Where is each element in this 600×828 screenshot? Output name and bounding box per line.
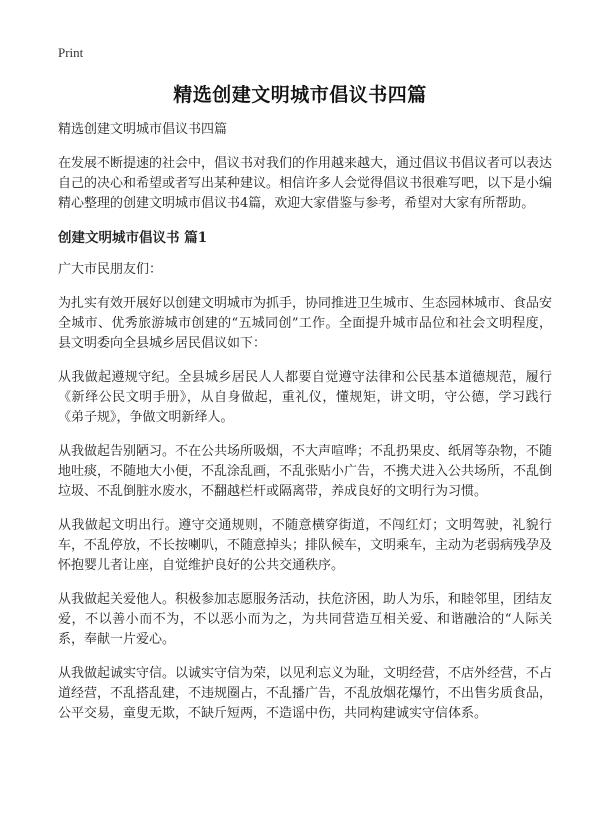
body-paragraph: 从我做起文明出行。遵守交通规则，不随意横穿街道，不闯红灯；文明驾驶，礼貌行车，不乱停放，不长按喇叭，不随意掉头；排队候车，文明乘车，主动为老弱病残孕及怀抱婴儿者让座，自觉维护良好的公共交通秩序。 xyxy=(58,518,553,573)
body-paragraph: 从我做起诚实守信。以诚实守信为荣，以见利忘义为耻，文明经营，不店外经营，不占道经营，不乱搭乱建，不违规圈占，不乱播广告，不乱放烟花爆竹，不出售劣质食品，公平交易，童叟无欺，不缺斤短两，不造谣中伤，共同构建诚实守信体系。 xyxy=(58,666,553,721)
greeting: 广大市民朋友们： xyxy=(58,262,163,277)
body-paragraph: 从我做起遵规守纪。全县城乡居民人人都要自觉遵守法律和公民基本道德规范，履行《新绎公民文明手册》，从自身做起，重礼仪，懂规矩，讲文明，守公德，学习践行《弟子规》，争做文明新绎人。 xyxy=(58,370,552,425)
body-paragraph: 从我做起关爱他人。积极参加志愿服务活动，扶危济困，助人为乐，和睦邻里，团结友爱，不以善小而不为，不以恶小而为之，为共同营造互相关爱、和谐融洽的“人际关系，奉献一片爱心。 xyxy=(58,592,553,647)
intro-paragraph: 在发展不断提速的社会中，倡议书对我们的作用越来越大，通过倡议书倡议者可以表达自己的决心和希望或者写出某种建议。相信许多人会觉得倡议书很难写吧，以下是小编精心整理的创建文明城市倡议书4篇，欢迎大家借鉴与参考，希望对大家有所帮助。 xyxy=(58,156,553,211)
body-paragraph: 为扎实有效开展好以创建文明城市为抓手，协同推进卫生城市、生态园林城市、食品安全城市、优秀旅游城市创建的“五城同创”工作。全面提升城市品位和社会文明程度，县文明委向全县城乡居民倡议如下： xyxy=(58,296,553,351)
document-title: 精选创建文明城市倡议书四篇 xyxy=(173,84,427,106)
section-heading: 创建文明城市倡议书 篇1 xyxy=(58,230,208,246)
document-subtitle: 精选创建文明城市倡议书四篇 xyxy=(58,122,228,137)
print-link[interactable]: Print xyxy=(58,45,84,60)
body-paragraph: 从我做起告别陋习。不在公共场所吸烟，不大声喧哗；不乱扔果皮、纸屑等杂物，不随地吐痰，不随地大小便，不乱涂乱画，不乱张贴小广告，不携犬进入公共场所，不乱倒垃圾、不乱倒脏水废水，不翻越栏杆或隔离带，养成良好的文明行为习惯。 xyxy=(58,444,553,499)
document-body xyxy=(58,120,552,738)
